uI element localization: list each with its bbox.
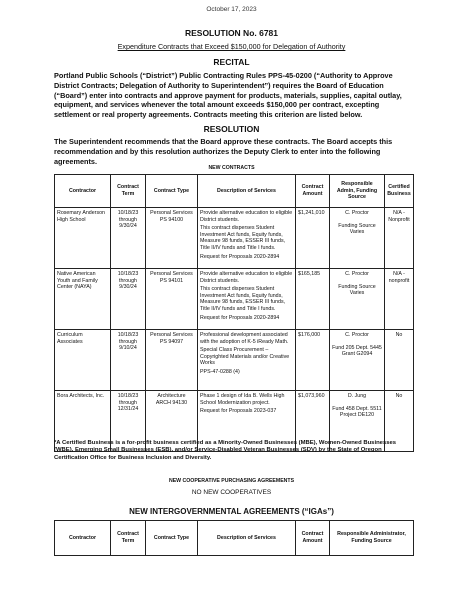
contract-number: ARCH 94130 [155,399,188,406]
term-cell: 10/18/23 through 12/31/24 [111,391,146,452]
column-header: Contractor [55,521,111,556]
new-contracts-table [54,174,414,452]
type-cell [146,330,198,391]
column-header: Contract Type [146,521,198,556]
term-cell: 10/18/23 through 9/30/24 [111,208,146,269]
certified-cell: N/A - nonprofit [385,269,414,330]
service-line: Professional development associated with the adoption of K-5 iReady Math. [200,332,289,345]
column-header: Contract Amount [296,521,330,556]
table-row [55,330,414,391]
service-line: Provide alternative education to eligible District students. [200,210,293,223]
amount-cell: $1,241,010 [296,208,330,269]
service-line: Request for Proposals 2020-2894 [200,314,280,321]
contractor-cell: Curriculum Associates [55,330,111,391]
contract-type: Architecture [157,393,186,399]
responsible-admin: C. Proctor [345,210,369,216]
admin-cell [330,330,385,391]
service-line: This contract disperses Student Investment Act funds, Equity funds, Measure 98 funds, ESSER III funds, Title II/IV funds and Title I funds. [200,225,286,251]
column-header: Contractor [55,175,111,208]
funding-source: Fund 205 Dept. 5445 Grant G2094 [332,344,382,358]
column-header: Description of Services [198,175,296,208]
column-header: Contract Type [146,175,198,208]
service-line: Request for Proposals 2023-037 [200,408,277,415]
services-cell [198,269,296,330]
amount-cell: $165,185 [296,269,330,330]
contract-type: Personal Services [150,332,193,338]
contractor-cell: Native American Youth and Family Center (NAYA) [55,269,111,330]
column-header: Contract Amount [296,175,330,208]
table-row [55,269,414,330]
column-header: Responsible Admin, Funding Source [330,175,385,208]
column-header: Contract Term [111,521,146,556]
service-line: This contract disperses Student Investment Act funds, Equity funds, Measure 98 funds, ESSER III funds, Title II/IV funds and Title I funds. [200,286,286,312]
table-header-row [55,521,414,556]
recital-heading: RECITAL [213,57,250,67]
service-line: PPS-47-0288 (4) [200,368,240,375]
recital-text: Portland Public Schools (“District”) Public Contracting Rules PPS-45-0200 (“Authority to Approve District Contracts; Delegation of Authority to Superintendent”) requires the Board of Education (“Board”) enter into contracts and approve payment for products, materials, supplies, capital outlay, equipment, and services whenever the total amount exceeds $150,000 per contract, excepting settlement or real property agreements. Contracts meeting this criterion are listed below. [54,71,402,120]
services-cell [198,208,296,269]
iga-table [54,520,414,556]
column-header: Contract Term [111,175,146,208]
funding-source: Funding Source Varies [338,283,376,297]
term-cell: 10/18/23 through 9/10/24 [111,330,146,391]
contract-type: Personal Services [150,210,193,216]
cooperative-heading: NEW COOPERATIVE PURCHASING AGREEMENTS [168,478,295,484]
responsible-admin: D. Jung [347,393,367,399]
iga-heading: NEW INTERGOVERNMENTAL AGREEMENTS (“IGAs”) [129,507,334,516]
admin-cell [330,269,385,330]
contract-number: PS 94101 [159,277,184,284]
no-cooperatives-text: NO NEW COOPERATIVES [191,489,272,496]
column-header: Description of Services [198,521,296,556]
certified-cell: N/A - Nonprofit [385,208,414,269]
type-cell [146,208,198,269]
certified-cell: No [385,330,414,391]
contract-number: PS 94100 [159,216,184,223]
term-cell: 10/18/23 through 9/30/24 [111,269,146,330]
resolution-text: The Superintendent recommends that the Board approve these contracts. The Board accepts this recommendation and by this resolution authorizes the Deputy Clerk to enter into the following agreements. [54,137,393,166]
responsible-admin: C. Proctor [345,271,369,277]
amount-cell: $1,073,960 [296,391,330,452]
table-header-row [55,175,414,208]
funding-source: Funding Source Varies [338,222,376,236]
document-date: October 17, 2023 [206,6,257,13]
resolution-number: RESOLUTION No. 6781 [184,28,279,38]
certified-business-footnote: *A Certified Business is a for-profit business certified as a Minority-Owned Businesses (MBE), Women-Owned Businesses (WBE), Emerging Small Businesses (ESB), and/or Service-Disabled Veteran Businesses (SDV) by the State of Oregon Certification Office for Business Inclusion and Diversity. [54,440,397,461]
contract-type: Personal Services [150,271,193,277]
table-row [55,208,414,269]
contract-number: PS 94097 [159,338,184,345]
service-line: Phase 1 design of Ida B. Wells High School Modernization project. [200,393,285,406]
service-line: Request for Proposals 2020-2894 [200,253,280,260]
column-header: Responsible Administrator, Funding Source [330,521,414,556]
certified-cell: No [385,391,414,452]
funding-source: Fund 458 Dept. 5511 Project DE120 [332,405,382,419]
responsible-admin: C. Proctor [345,332,369,338]
type-cell [146,269,198,330]
admin-cell [330,208,385,269]
contractor-cell: Bora Architects, Inc. [55,391,111,452]
resolution-heading: RESOLUTION [203,124,260,134]
services-cell [198,330,296,391]
service-line: Special Class Procurement – Copyrighted Materials and/or Creative Works [200,347,290,367]
resolution-subtitle: Expenditure Contracts that Exceed $150,000 for Delegation of Authority [117,42,346,51]
column-header: Certified Business [385,175,414,208]
service-line: Provide alternative education to eligible District students. [200,271,293,284]
new-contracts-heading: NEW CONTRACTS [208,165,255,171]
contractor-cell: Rosemary Anderson High School [55,208,111,269]
amount-cell: $176,000 [296,330,330,391]
